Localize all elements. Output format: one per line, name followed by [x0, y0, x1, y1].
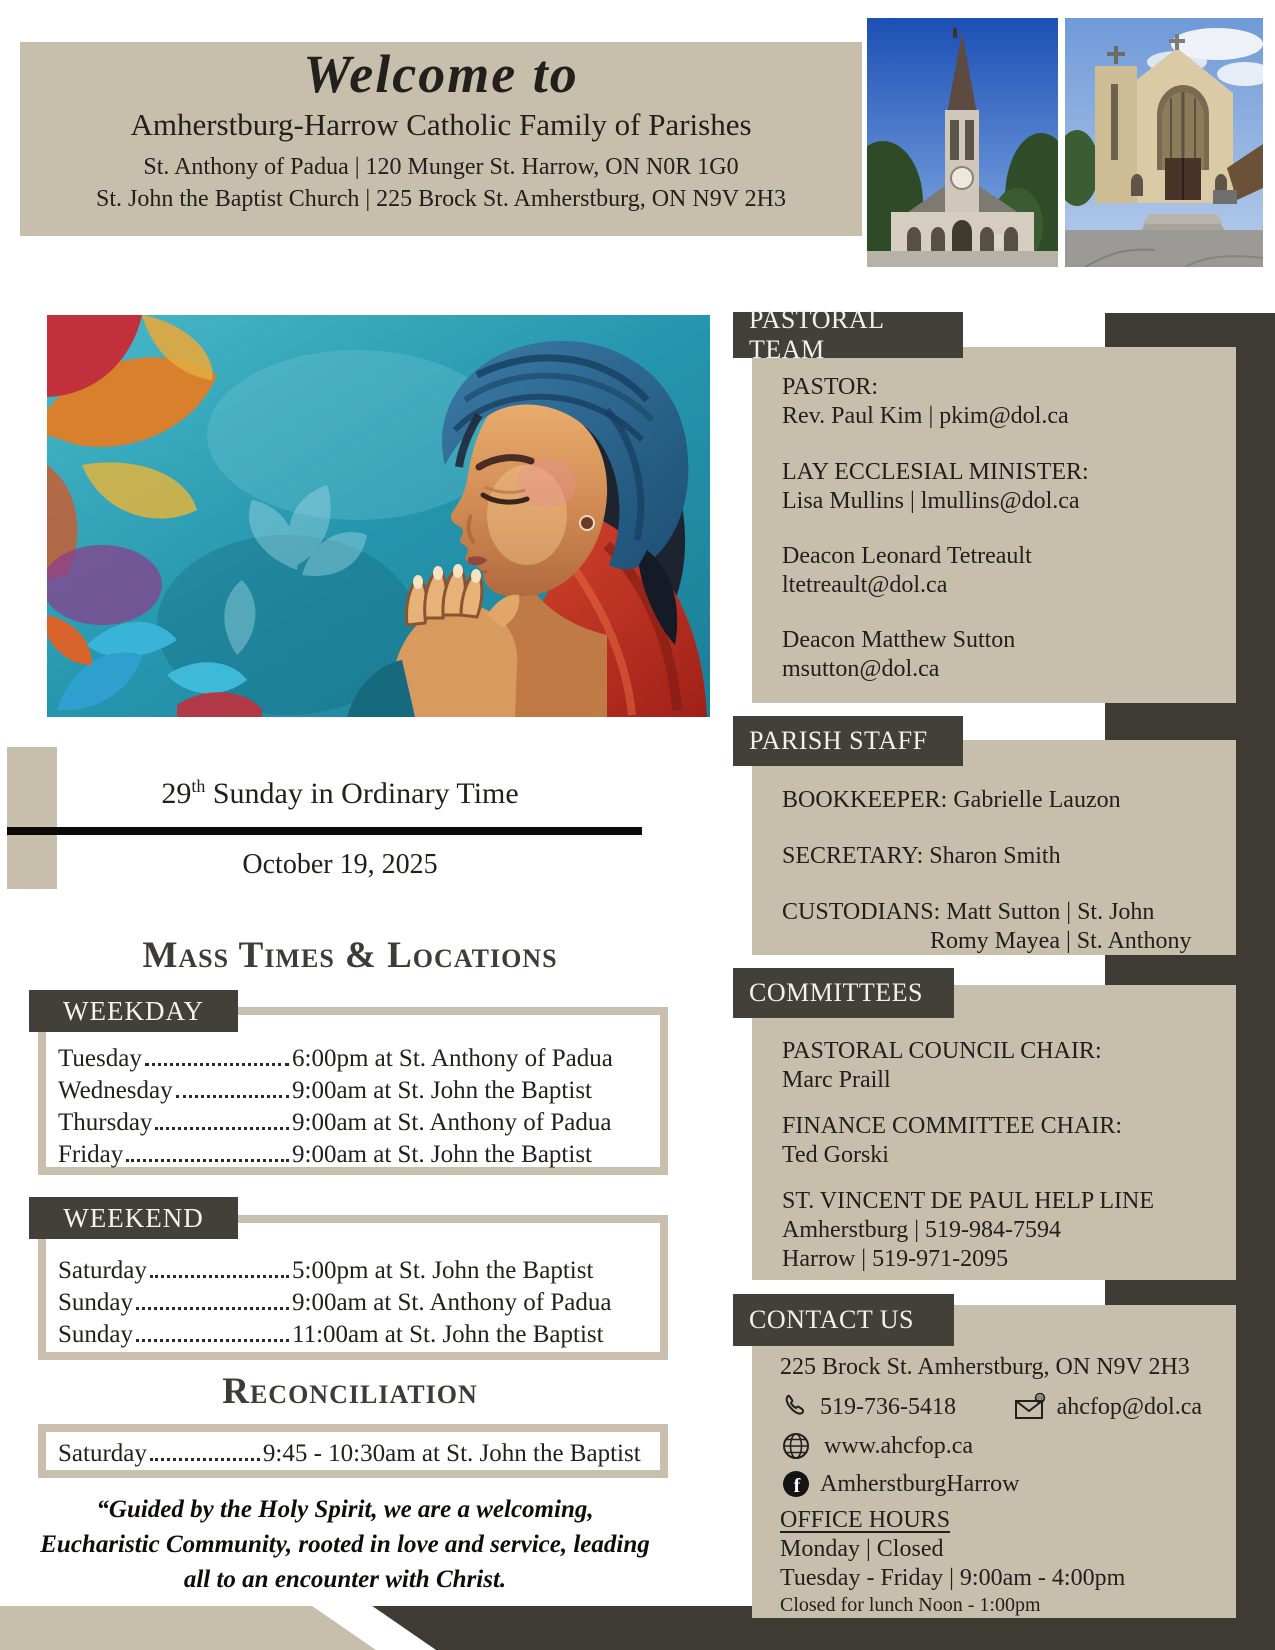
quote-line-2: Eucharistic Community, rooted in love and service, leading: [40, 1531, 650, 1558]
phone-email-row: [780, 1392, 1216, 1422]
mass-details: 9:45 - 10:30am at St. John the Baptist: [262, 1440, 641, 1467]
pastoral-team-header: [733, 305, 963, 364]
parish-staff-label: PARISH STAFF: [749, 726, 928, 755]
header-banner: [20, 42, 862, 236]
hours-monday: Monday | Closed: [780, 1536, 944, 1562]
mass-row-wednesday: [46, 1075, 660, 1107]
quote-line-1: “Guided by the Holy Spirit, we are a welcoming,: [96, 1496, 594, 1523]
mass-day: Friday: [58, 1141, 124, 1168]
deacon-sutton-email: msutton@dol.ca: [782, 656, 940, 682]
dotted-leader: [136, 1339, 289, 1342]
committees-header: [733, 968, 954, 1018]
sunday-title: [30, 776, 650, 811]
svg-text:f: f: [793, 1475, 801, 1497]
mass-row-thursday: [46, 1107, 660, 1139]
title-divider-rule: [7, 827, 642, 835]
hours-tue-fri: Tuesday - Friday | 9:00am - 4:00pm: [780, 1565, 1126, 1591]
finance-committee-role: FINANCE COMMITTEE CHAIR:: [782, 1113, 1122, 1139]
parish-family-title: Amherstburg-Harrow Catholic Family of Parishes: [130, 107, 752, 142]
office-hours-heading: OFFICE HOURS: [780, 1507, 951, 1533]
contact-us-box: [752, 1305, 1236, 1618]
mass-row-saturday: [46, 1255, 660, 1287]
finance-committee-entry: [782, 1112, 1216, 1170]
custodians-line2: Romy Mayea | St. Anthony: [930, 928, 1192, 954]
svdp-amherstburg-phone: Amherstburg | 519-984-7594: [782, 1217, 1061, 1243]
pastoral-team-label: PASTORAL TEAM: [749, 305, 884, 364]
pastor-name-email: Rev. Paul Kim | pkim@dol.ca: [782, 403, 1069, 429]
website-row[interactable]: [780, 1430, 1216, 1462]
lay-minister-name-email: Lisa Mullins | lmullins@dol.ca: [782, 488, 1080, 514]
mission-quote: [15, 1492, 675, 1597]
globe-icon: [780, 1430, 812, 1462]
pastoral-council-entry: [782, 1037, 1216, 1095]
st-john-address: St. John the Baptist Church | 225 Brock St. Amherstburg, ON N9V 2H3: [96, 186, 786, 212]
pastoral-council-role: PASTORAL COUNCIL CHAIR:: [782, 1038, 1102, 1064]
mass-row-friday: [46, 1139, 660, 1171]
weekend-label: WEEKEND: [63, 1202, 204, 1233]
custodians-line1: CUSTODIANS: Matt Sutton | St. John: [782, 899, 1155, 925]
mass-day: Tuesday: [58, 1045, 142, 1072]
mass-times-heading: Mass Times & Locations: [142, 935, 558, 976]
st-john-church-photo: [867, 18, 1058, 267]
pastoral-team-box: [752, 347, 1236, 703]
facebook-row[interactable]: [780, 1468, 1216, 1500]
mass-day: Sunday: [58, 1321, 133, 1348]
reconciliation-heading: Reconciliation: [222, 1371, 478, 1412]
svg-text:@: @: [1035, 1394, 1044, 1403]
svdp-helpline-entry: [782, 1187, 1216, 1274]
mass-row-tuesday: [46, 1043, 660, 1075]
facebook-icon: [780, 1468, 812, 1500]
parish-staff-box: [752, 740, 1236, 955]
reconciliation-box: [38, 1424, 668, 1478]
mass-details: 11:00am at St. John the Baptist: [292, 1321, 604, 1348]
committees-label: COMMITTEES: [749, 978, 923, 1007]
reconciliation-row: [46, 1438, 660, 1470]
dotted-leader: [150, 1275, 289, 1278]
mass-details: 9:00am at St. John the Baptist: [292, 1141, 592, 1168]
lay-minister-role: LAY ECCLESIAL MINISTER:: [782, 459, 1089, 485]
dotted-leader: [126, 1159, 289, 1162]
mass-details: 6:00pm at St. Anthony of Padua: [292, 1045, 613, 1072]
pastor-entry: [782, 373, 1216, 431]
mass-details: 9:00am at St. John the Baptist: [292, 1077, 592, 1104]
weekend-header: [29, 1197, 238, 1239]
lay-minister-entry: [782, 458, 1216, 516]
contact-us-header: [733, 1294, 954, 1346]
bulletin-date: October 19, 2025: [242, 849, 438, 880]
dotted-leader: [136, 1307, 289, 1310]
dotted-leader: [176, 1095, 289, 1098]
st-anthony-church-photo: [1065, 18, 1263, 267]
contact-phone[interactable]: 519-736-5418: [820, 1393, 956, 1420]
mass-row-sunday-1: [46, 1287, 660, 1319]
st-anthony-address: St. Anthony of Padua | 120 Munger St. Harrow, ON N0R 1G0: [143, 154, 739, 180]
deacon-sutton-name: Deacon Matthew Sutton: [782, 627, 1016, 653]
weekday-schedule-box: [38, 1007, 668, 1175]
mass-day: Sunday: [58, 1289, 133, 1316]
dotted-leader: [150, 1458, 260, 1461]
praying-woman-painting: [47, 315, 710, 717]
mass-day: Thursday: [58, 1109, 153, 1136]
svdp-helpline-title: ST. VINCENT DE PAUL HELP LINE: [782, 1188, 1154, 1214]
contact-email[interactable]: ahcfop@dol.ca: [1056, 1393, 1202, 1420]
deacon-sutton-entry: [782, 626, 1216, 684]
footer-tan-accent: [0, 1606, 400, 1650]
phone-icon: [780, 1392, 810, 1422]
welcome-script-text: Welcome to: [303, 44, 579, 104]
mass-details: 5:00pm at St. John the Baptist: [292, 1257, 594, 1284]
deacon-tetreault-entry: [782, 542, 1216, 600]
weekday-header: [29, 990, 238, 1032]
pastor-role: PASTOR:: [782, 374, 879, 400]
mass-row-sunday-2: [46, 1319, 660, 1351]
mass-day: Saturday: [58, 1440, 147, 1467]
sunday-title-rest: Sunday in Ordinary Time: [205, 777, 519, 810]
dotted-leader: [155, 1127, 289, 1130]
mass-day: Wednesday: [58, 1077, 173, 1104]
deacon-tetreault-email: ltetreault@dol.ca: [782, 572, 948, 598]
praying-woman-illustration: [47, 315, 710, 717]
contact-website[interactable]: www.ahcfop.ca: [824, 1432, 974, 1459]
secretary-line: SECRETARY: Sharon Smith: [782, 843, 1061, 869]
weekday-label: WEEKDAY: [63, 995, 204, 1026]
deacon-tetreault-name: Deacon Leonard Tetreault: [782, 543, 1032, 569]
contact-us-label: CONTACT US: [749, 1305, 914, 1334]
st-anthony-church-illustration: [1065, 18, 1263, 267]
bookkeeper-line: BOOKKEEPER: Gabrielle Lauzon: [782, 787, 1121, 813]
st-john-church-illustration: [867, 18, 1058, 267]
svdp-harrow-phone: Harrow | 519-971-2095: [782, 1246, 1009, 1272]
sunday-number: 29: [161, 777, 192, 810]
contact-address: 225 Brock St. Amherstburg, ON N9V 2H3: [780, 1354, 1190, 1380]
envelope-at-icon: [1013, 1392, 1047, 1422]
sunday-ordinal-suffix: th: [191, 776, 206, 796]
dotted-leader: [145, 1063, 289, 1066]
quote-line-3: all to an encounter with Christ.: [183, 1566, 507, 1593]
finance-committee-name: Ted Gorski: [782, 1142, 889, 1168]
mass-details: 9:00am at St. Anthony of Padua: [292, 1289, 612, 1316]
mass-day: Saturday: [58, 1257, 147, 1284]
parish-staff-header: [733, 716, 963, 766]
contact-facebook[interactable]: AmherstburgHarrow: [820, 1470, 1020, 1497]
pastoral-council-name: Marc Praill: [782, 1067, 891, 1093]
committees-box: [752, 985, 1236, 1280]
mass-details: 9:00am at St. Anthony of Padua: [292, 1109, 612, 1136]
hours-lunch-note: Closed for lunch Noon - 1:00pm: [780, 1594, 1041, 1616]
